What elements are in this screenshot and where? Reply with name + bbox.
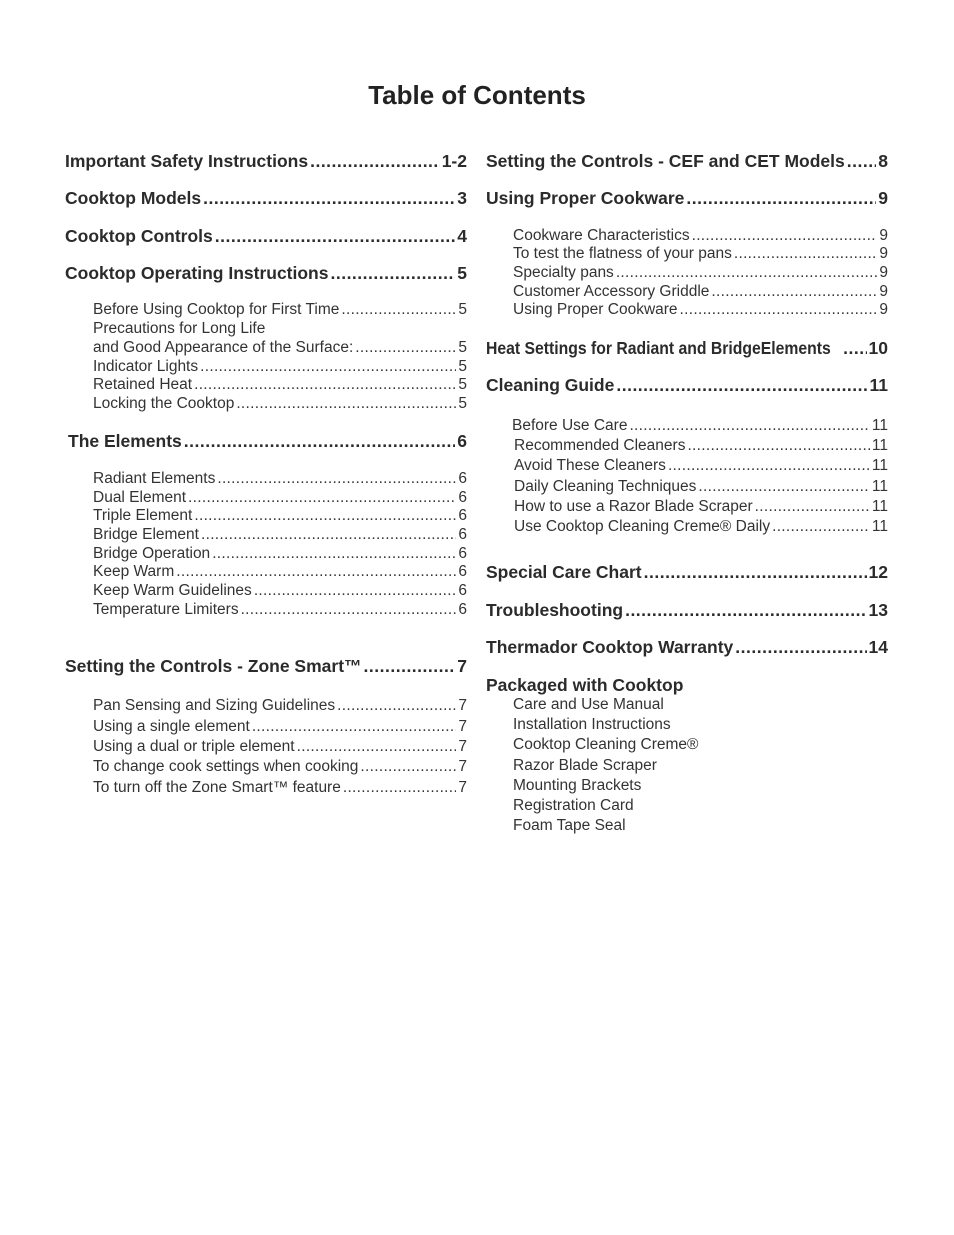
toc-entry-foam-tape-seal[interactable] <box>513 817 626 835</box>
toc-entry-title: and Good Appearance of the Surface: <box>93 339 354 356</box>
toc-entry-important-safety-instructions[interactable] <box>65 151 467 171</box>
toc-page-number: 11 <box>871 518 888 535</box>
toc-page-number: 10 <box>868 338 888 358</box>
toc-entry-radiant-elements[interactable] <box>93 470 467 488</box>
toc-entry-retained-heat[interactable] <box>93 376 467 394</box>
dot-leader <box>698 478 870 496</box>
dot-leader <box>687 437 869 455</box>
toc-entry-title: Cleaning Guide <box>486 375 615 395</box>
toc-entry-cooktop-operating-instructions[interactable] <box>65 263 467 283</box>
toc-entry-title: Specialty pans <box>513 264 614 281</box>
toc-entry-title: Registration Card <box>513 797 634 814</box>
toc-page-number: 5 <box>458 301 467 318</box>
dot-leader <box>236 395 456 413</box>
toc-entry-title: Using Proper Cookware <box>486 188 685 208</box>
toc-entry-title: Daily Cleaning Techniques <box>514 478 697 495</box>
toc-entry-temperature-limiters[interactable] <box>93 601 467 619</box>
toc-entry-use-cooktop-cleaning-creme-daily[interactable] <box>514 518 888 536</box>
toc-entry-keep-warm-guidelines[interactable] <box>93 582 467 600</box>
toc-entry-title: Temperature Limiters <box>93 601 239 618</box>
toc-entry-title: Bridge Element <box>93 526 199 543</box>
toc-entry-before-using-cooktop-for-first-time[interactable] <box>93 301 467 319</box>
dot-leader <box>330 263 455 283</box>
toc-page-number: 6 <box>458 489 467 506</box>
toc-page-number: 5 <box>458 376 467 393</box>
toc-page-number: 6 <box>458 601 467 618</box>
toc-entry-cooktop-controls[interactable] <box>65 226 467 246</box>
dot-leader <box>711 283 877 301</box>
toc-page-number: 9 <box>879 301 888 318</box>
toc-entry-installation-instructions[interactable] <box>513 716 671 734</box>
dot-leader <box>188 489 456 507</box>
dot-leader <box>847 151 877 171</box>
toc-entry-title: Cooktop Controls <box>65 226 213 246</box>
dot-leader <box>200 358 456 376</box>
toc-page-number: 14 <box>868 637 888 657</box>
toc-page-number: 7 <box>458 738 467 755</box>
toc-entry-title: Dual Element <box>93 489 187 506</box>
toc-entry-razor-blade-scraper[interactable] <box>513 757 657 775</box>
toc-entry-title: Before Use Care <box>512 417 628 434</box>
toc-entry-title: How to use a Razor Blade Scraper <box>514 498 753 515</box>
toc-entry-to-change-cook-settings-when-cooking[interactable] <box>93 758 467 776</box>
toc-entry-title: Avoid These Cleaners <box>514 457 666 474</box>
toc-entry-heat-settings-for-radiant-and-bridgeelements[interactable] <box>486 338 888 358</box>
toc-entry-care-and-use-manual[interactable] <box>513 696 664 714</box>
toc-entry-using-a-single-element[interactable] <box>93 718 467 736</box>
toc-entry-cooktop-cleaning-creme[interactable] <box>513 736 698 754</box>
toc-page-number: 7 <box>458 779 467 796</box>
dot-leader <box>843 338 866 358</box>
toc-entry-title: To test the flatness of your pans <box>513 245 732 262</box>
toc-entry-locking-the-cooktop[interactable] <box>93 395 467 413</box>
toc-entry-thermador-cooktop-warranty[interactable] <box>486 637 888 657</box>
dot-leader <box>212 545 456 563</box>
toc-entry-title: Triple Element <box>93 507 193 524</box>
toc-entry-cleaning-guide[interactable] <box>486 375 888 395</box>
toc-entry-triple-element[interactable] <box>93 507 467 525</box>
dot-leader <box>616 264 878 282</box>
toc-entry-troubleshooting[interactable] <box>486 600 888 620</box>
toc-entry-title: Recommended Cleaners <box>514 437 686 454</box>
toc-entry-how-to-use-a-razor-blade-scraper[interactable] <box>514 498 888 516</box>
toc-entry-title: Cookware Characteristics <box>513 227 690 244</box>
dot-leader <box>755 498 870 516</box>
dot-leader <box>644 562 867 582</box>
dot-leader <box>680 301 878 319</box>
toc-entry-pan-sensing-and-sizing-guidelines[interactable] <box>93 697 467 715</box>
dot-leader <box>692 227 878 245</box>
toc-entry-title: Customer Accessory Griddle <box>513 283 710 300</box>
dot-leader <box>297 738 457 756</box>
toc-entry-title: Bridge Operation <box>93 545 211 562</box>
toc-entry-recommended-cleaners[interactable] <box>514 437 888 455</box>
toc-page-number: 6 <box>458 545 467 562</box>
dot-leader <box>310 151 440 171</box>
toc-entry-bridge-element[interactable] <box>93 526 467 544</box>
toc-entry-title: Care and Use Manual <box>513 696 664 713</box>
toc-page-number: 9 <box>879 245 888 262</box>
toc-entry-title: Keep Warm <box>93 563 175 580</box>
toc-entry-title: Cooktop Models <box>65 188 202 208</box>
toc-entry-title: Using a single element <box>93 718 250 735</box>
toc-entry-title: Locking the Cooktop <box>93 395 235 412</box>
dot-leader <box>176 563 456 581</box>
toc-entry-title: Important Safety Instructions <box>65 151 309 171</box>
toc-entry-title: Pan Sensing and Sizing Guidelines <box>93 697 336 714</box>
dot-leader <box>217 470 456 488</box>
toc-entry-title: Troubleshooting <box>486 600 624 620</box>
toc-page-number: 6 <box>458 582 467 599</box>
dot-leader <box>252 718 457 736</box>
toc-entry-cooktop-models[interactable] <box>65 188 467 208</box>
toc-page-number: 3 <box>457 188 467 208</box>
dot-leader <box>254 582 457 600</box>
toc-page-number: 13 <box>868 600 888 620</box>
toc-page-number: 7 <box>458 758 467 775</box>
dot-leader <box>734 245 878 263</box>
dot-leader <box>772 518 870 536</box>
toc-entry-indicator-lights[interactable] <box>93 358 467 376</box>
dot-leader <box>215 226 456 246</box>
dot-leader <box>629 417 869 435</box>
toc-entry-title: Radiant Elements <box>93 470 216 487</box>
toc-page-number: 9 <box>879 264 888 281</box>
toc-page-number: 11 <box>871 437 888 454</box>
toc-entry-daily-cleaning-techniques[interactable] <box>514 478 888 496</box>
dot-leader <box>364 656 456 676</box>
toc-entry-title: Cooktop Cleaning Creme® <box>513 736 699 753</box>
toc-entry-using-a-dual-or-triple-element[interactable] <box>93 738 467 756</box>
toc-page-number: 5 <box>458 339 467 356</box>
toc-page-number: 8 <box>878 151 888 171</box>
dot-leader <box>735 637 866 657</box>
toc-entry-cookware-characteristics[interactable] <box>513 227 888 245</box>
toc-entry-special-care-chart[interactable] <box>486 562 888 582</box>
toc-page-number: 9 <box>879 227 888 244</box>
toc-entry-setting-the-controls-zone-smart[interactable] <box>65 656 467 676</box>
toc-entry-mounting-brackets[interactable] <box>513 777 641 795</box>
toc-entry-title: Packaged with Cooktop <box>486 675 684 695</box>
dot-leader <box>201 526 456 544</box>
toc-page-number: 6 <box>458 470 467 487</box>
toc-page-number: 9 <box>878 188 888 208</box>
toc-entry-using-proper-cookware[interactable] <box>513 301 888 319</box>
dot-leader <box>184 431 455 451</box>
toc-entry-title: Installation Instructions <box>513 716 671 733</box>
toc-entry-title: Keep Warm Guidelines <box>93 582 252 599</box>
toc-entry-title: Special Care Chart <box>486 562 642 582</box>
toc-entry-and-good-appearance-of-the-surface[interactable] <box>93 339 467 357</box>
toc-entry-title: The Elements <box>68 431 182 451</box>
toc-entry-title: Thermador Cooktop Warranty <box>486 637 734 657</box>
dot-leader <box>355 339 456 357</box>
toc-page-number: 9 <box>879 283 888 300</box>
toc-page-number: 5 <box>457 263 467 283</box>
page-title: Table of Contents <box>368 80 586 110</box>
toc-entry-to-test-the-flatness-of-your-pans[interactable] <box>513 245 888 263</box>
toc-entry-to-turn-off-the-zone-smart-feature[interactable] <box>93 779 467 797</box>
toc-entry-title: Precautions for Long Life <box>93 320 266 337</box>
toc-page-number: 4 <box>457 226 467 246</box>
dot-leader <box>194 507 456 525</box>
toc-entry-the-elements[interactable] <box>68 431 467 451</box>
dot-leader <box>194 376 456 394</box>
toc-entry-packaged-with-cooktop[interactable] <box>486 675 683 695</box>
toc-page-number: 6 <box>458 507 467 524</box>
dot-leader <box>686 188 876 208</box>
toc-entry-bridge-operation[interactable] <box>93 545 467 563</box>
dot-leader <box>360 758 456 776</box>
toc-page-number: 11 <box>871 498 888 515</box>
toc-entry-title: Mounting Brackets <box>513 777 642 794</box>
toc-entry-setting-the-controls-cef-and-cet-models[interactable] <box>486 151 888 171</box>
toc-entry-keep-warm[interactable] <box>93 563 467 581</box>
dot-leader <box>241 601 457 619</box>
toc-entry-dual-element[interactable] <box>93 489 467 507</box>
dot-leader <box>625 600 866 620</box>
toc-entry-title: To change cook settings when cooking <box>93 758 359 775</box>
toc-entry-title: Razor Blade Scraper <box>513 757 657 774</box>
toc-entry-title: Foam Tape Seal <box>513 817 626 834</box>
toc-entry-title: Using Proper Cookware <box>513 301 678 318</box>
toc-page-number: 12 <box>868 562 888 582</box>
toc-entry-title: Setting the Controls - CEF and CET Models <box>486 151 845 171</box>
toc-entry-title: Using a dual or triple element <box>93 738 295 755</box>
toc-page-number: 11 <box>871 478 888 495</box>
toc-entry-title: Before Using Cooktop for First Time <box>93 301 340 318</box>
toc-entry-registration-card[interactable] <box>513 797 634 815</box>
toc-entry-title: Retained Heat <box>93 376 193 393</box>
dot-leader <box>343 779 457 797</box>
toc-entry-title: Use Cooktop Cleaning Creme® Daily <box>514 518 771 535</box>
toc-page-number: 1-2 <box>441 151 467 171</box>
dot-leader <box>203 188 455 208</box>
toc-entry-title: Setting the Controls - Zone Smart™ <box>65 656 362 676</box>
toc-entry-title: Heat Settings for Radiant and BridgeElements <box>486 338 831 358</box>
toc-entry-title: To turn off the Zone Smart™ feature <box>93 779 341 796</box>
toc-page-number: 6 <box>458 526 467 543</box>
toc-page-number: 6 <box>457 431 467 451</box>
toc-page-number: 6 <box>458 563 467 580</box>
toc-page-number: 7 <box>458 697 467 714</box>
toc-entry-title: Cooktop Operating Instructions <box>65 263 329 283</box>
toc-entry-specialty-pans[interactable] <box>513 264 888 282</box>
toc-entry-title: Indicator Lights <box>93 358 199 375</box>
toc-entry-precautions-for-long-life[interactable] <box>93 320 265 338</box>
toc-page-number: 7 <box>458 718 467 735</box>
toc-entry-before-use-care[interactable] <box>512 417 888 435</box>
toc-entry-using-proper-cookware[interactable] <box>486 188 888 208</box>
toc-entry-avoid-these-cleaners[interactable] <box>514 457 888 475</box>
toc-page-number: 11 <box>871 457 888 474</box>
toc-page-number: 11 <box>871 417 888 434</box>
toc-entry-customer-accessory-griddle[interactable] <box>513 283 888 301</box>
toc-page-number: 11 <box>869 375 888 395</box>
toc-page-number: 5 <box>458 395 467 412</box>
toc-page-number: 7 <box>457 656 467 676</box>
toc-page-number: 5 <box>458 358 467 375</box>
dot-leader <box>616 375 867 395</box>
dot-leader <box>668 457 870 475</box>
dot-leader <box>341 301 456 319</box>
dot-leader <box>337 697 456 715</box>
